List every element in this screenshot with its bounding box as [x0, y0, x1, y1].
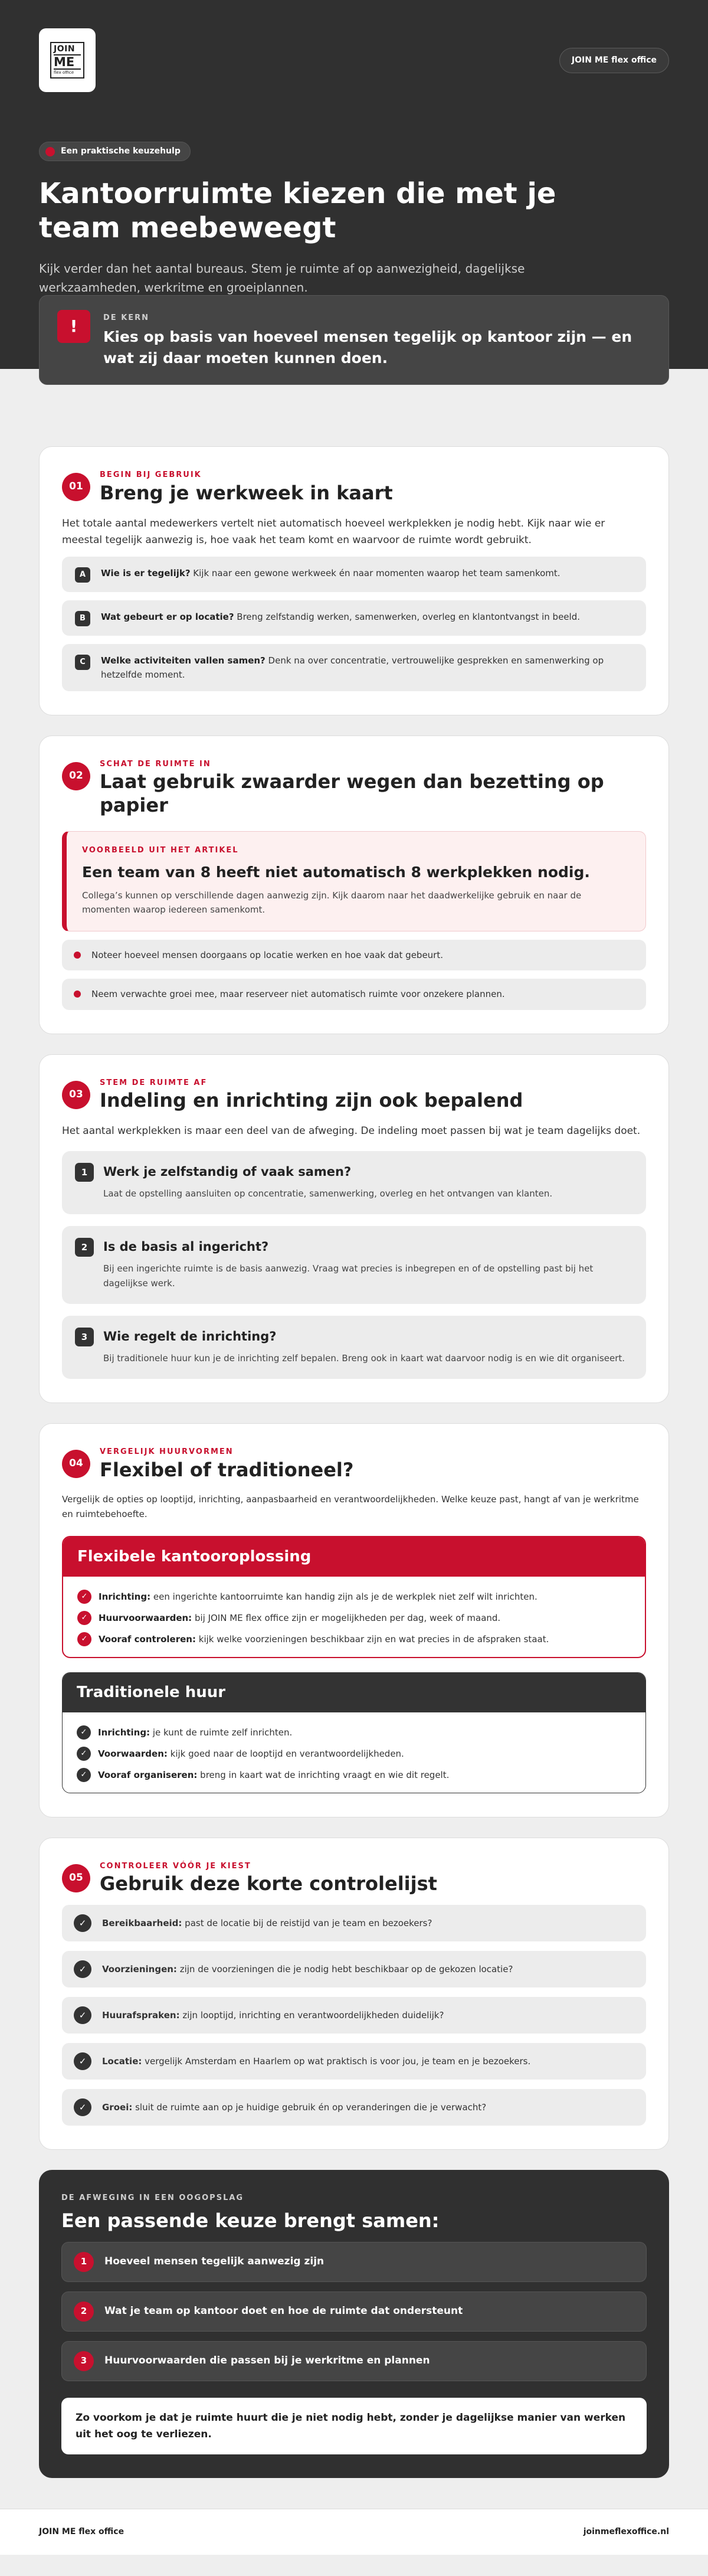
check-icon: ✓ [74, 2052, 91, 2070]
summary-conclusion: Zo voorkom je dat je ruimte huurt die je niet nodig hebt, zonder je dagelijkse manier van werken uit het oog te verliezen. [61, 2398, 647, 2454]
option-traditional [62, 1672, 646, 1793]
bullet-row [62, 940, 646, 971]
logo-line-3: flex office [54, 70, 74, 75]
section-gebruik [39, 735, 669, 1034]
option-title: Traditionele huur [63, 1673, 645, 1712]
check-icon: ✓ [77, 1747, 91, 1761]
step-number: 1 [75, 1163, 94, 1182]
step-header [75, 1238, 633, 1257]
page-subtitle: Kijk verder dan het aantal bureaus. Stem je ruimte af op aanwezigheid, dagelijkse werkzaamheden, werkritme en groeiplannen. [39, 261, 525, 295]
step-card [62, 1151, 646, 1214]
question-bold: Wat gebeurt er op locatie? [101, 611, 234, 622]
option-item [77, 1725, 631, 1740]
checklist-body: zijn de voorzieningen die je nodig hebt beschikbaar op de gekozen locatie? [176, 1963, 513, 1975]
summary-kicker: DE AFWEGING IN EEN OOGOPSLAG [61, 2193, 244, 2202]
option-item [77, 1590, 631, 1604]
question-text [101, 610, 580, 624]
brand-link[interactable]: JOIN ME flex office [559, 48, 669, 73]
checklist-text [102, 2055, 530, 2068]
option-item-text [98, 1725, 292, 1740]
hero [0, 0, 708, 369]
option-item-text [99, 1632, 549, 1646]
section-header [62, 759, 646, 818]
callout-kicker: VOORBEELD UIT HET ARTIKEL [82, 846, 239, 855]
bullet-text: Noteer hoeveel mensen doorgaans op locatie werken en hoe vaak dat gebeurt. [91, 949, 443, 960]
question-row [62, 644, 646, 691]
bullet-dot-icon [74, 990, 81, 998]
section-werkweek [39, 446, 669, 715]
checklist-text [102, 2009, 444, 2022]
checklist-text [102, 2101, 486, 2114]
checklist-item [62, 1997, 646, 2034]
section-header [62, 469, 646, 505]
option-item [77, 1632, 631, 1646]
step-title: Werk je zelfstandig of vaak samen? [103, 1165, 352, 1179]
option-item-bold: Vooraf controleren: [99, 1633, 196, 1645]
option-item-text [99, 1611, 500, 1625]
section-header [62, 1446, 646, 1482]
section-number-badge: 04 [62, 1450, 90, 1478]
summary-text: Huurvoorwaarden die passen bij je werkritme en plannen [104, 2354, 430, 2366]
option-item-text [98, 1747, 404, 1761]
option-item [77, 1747, 631, 1761]
checklist-item [62, 1905, 646, 1941]
letter-badge: A [75, 567, 90, 583]
checklist-text [102, 1963, 513, 1976]
hero-top-bar [39, 28, 669, 92]
summary-item [61, 2291, 647, 2332]
check-icon: ✓ [77, 1768, 91, 1782]
option-item [77, 1611, 631, 1625]
option-flexible [62, 1536, 646, 1658]
step-title: Wie regelt de inrichting? [103, 1329, 277, 1344]
option-item-body: kijk welke voorzieningen beschikbaar zijn en wat precies in de afspraken staat. [195, 1633, 549, 1645]
checklist-body: sluit de ruimte aan op je huidige gebruik én op veranderingen die je verwacht? [132, 2101, 487, 2113]
option-item-bold: Huurvoorwaarden: [99, 1612, 192, 1623]
summary-number: 3 [74, 2351, 94, 2371]
summary-item [61, 2341, 647, 2381]
section-intro: Het totale aantal medewerkers vertelt niet automatisch hoeveel werkplekken je nodig hebt. Kijk naar wie er meestal tegelijk aanwezig is, hoe vaak het team komt en waarvoor de ruimte wordt gebruikt. [62, 517, 605, 546]
section-kicker: BEGIN BIJ GEBRUIK [100, 470, 202, 479]
checklist-body: vergelijk Amsterdam en Haarlem op wat praktisch is voor jou, je team en je bezoekers. [142, 2055, 531, 2067]
step-text: Bij een ingerichte ruimte is de basis aanwezig. Vraag wat precies is inbegrepen en of de opstelling past bij het dagelijkse werk. [103, 1263, 594, 1289]
checklist-bold: Locatie: [102, 2055, 142, 2067]
checklist-text [102, 1917, 432, 1930]
summary-number: 1 [74, 2252, 94, 2272]
checklist-bold: Voorzieningen: [102, 1963, 177, 1975]
step-card [62, 1316, 646, 1379]
step-card [62, 1226, 646, 1304]
section-header [62, 1077, 646, 1113]
question-body: Denk na over concentratie, vertrouwelijke gesprekken en samenwerking op hetzelfde moment. [101, 655, 604, 680]
letter-badge: B [75, 611, 90, 626]
section-title: Gebruik deze korte controlelijst [100, 1872, 437, 1895]
page-title: Kantoorruimte kiezen die met je team meebeweegt [39, 177, 556, 244]
callout-title: Een team van 8 heeft niet automatisch 8 werkplekken nodig. [82, 863, 590, 881]
section-title: Breng je werkweek in kaart [100, 481, 393, 504]
question-text [101, 566, 560, 580]
section-kicker: VERGELIJK HUURVORMEN [100, 1447, 234, 1456]
step-header [75, 1328, 633, 1346]
letter-badge: C [75, 655, 90, 670]
step-text: Bij traditionele huur kun je de inrichting zelf bepalen. Breng ook in kaart wat daarvoor nodig is en wie dit organiseert. [103, 1353, 625, 1364]
checklist-bold: Huurafspraken: [102, 2009, 180, 2021]
bullet-dot-icon [74, 952, 81, 959]
check-icon: ✓ [77, 1590, 91, 1604]
step-title: Is de basis al ingericht? [103, 1240, 269, 1254]
option-item-bold: Inrichting: [99, 1591, 151, 1602]
summary-item [61, 2242, 647, 2282]
logo-mark [50, 42, 84, 79]
section-intro: Het aantal werkplekken is maar een deel van de afweging. De indeling moet passen bij wat je team dagelijks doet. [62, 1125, 641, 1137]
callout-text: Collega’s kunnen op verschillende dagen aanwezig zijn. Kijk daarom naar het daadwerkelijke gebruik en naar de momenten waarop iedereen samenkomt. [82, 890, 582, 915]
section-indeling [39, 1054, 669, 1404]
option-item-bold: Voorwaarden: [98, 1748, 168, 1759]
question-bold: Wie is er tegelijk? [101, 567, 191, 578]
summary-text: Hoeveel mensen tegelijk aanwezig zijn [104, 2255, 324, 2267]
example-callout [62, 831, 646, 931]
option-item-body: een ingerichte kantoorruimte kan handig zijn als je de werkplek niet zelf wilt inrichten. [150, 1591, 537, 1602]
summary-title: Een passende keuze brengt samen: [61, 2209, 440, 2232]
option-item-text [98, 1768, 449, 1782]
footer-brand: JOIN ME flex office [39, 2526, 124, 2536]
question-bold: Welke activiteiten vallen samen? [101, 655, 266, 666]
section-title: Flexibel of traditioneel? [100, 1458, 354, 1481]
check-icon: ✓ [77, 1725, 91, 1740]
bullet-row [62, 979, 646, 1010]
section-kicker: SCHAT DE RUIMTE IN [100, 759, 211, 769]
checklist-item [62, 2043, 646, 2080]
hero-tag-label: Een praktische keuzehulp [61, 146, 181, 156]
summary-number: 2 [74, 2302, 94, 2322]
section-title: Indeling en inrichting zijn ook bepalend [100, 1089, 523, 1112]
section-header [62, 1861, 646, 1896]
option-item-body: breng in kaart wat de inrichting vraagt en wie dit regelt. [197, 1769, 450, 1780]
logo[interactable] [39, 28, 96, 92]
step-number: 2 [75, 1238, 94, 1257]
section-intro: Vergelijk de opties op looptijd, inrichting, aanpasbaarheid en verantwoordelijkheden. Welke keuze past, hangt af van je werkritme en ruimtebehoefte. [62, 1493, 639, 1519]
option-item-body: kijk goed naar de looptijd en verantwoordelijkheden. [167, 1748, 404, 1759]
checklist-body: zijn looptijd, inrichting en verantwoordelijkheden duidelijk? [179, 2009, 444, 2021]
check-icon: ✓ [74, 1960, 91, 1978]
check-icon: ✓ [74, 2006, 91, 2024]
footer [0, 2509, 708, 2555]
checklist-bold: Bereikbaarheid: [102, 1917, 182, 1928]
step-text: Laat de opstelling aansluiten op concentratie, samenwerking, overleg en het ontvangen van klanten. [103, 1188, 553, 1199]
check-icon: ✓ [74, 1914, 91, 1932]
option-item-bold: Inrichting: [98, 1727, 150, 1738]
checklist-item [62, 1951, 646, 1987]
logo-line-2: ME [54, 54, 81, 70]
option-item-body: je kunt de ruimte zelf inrichten. [150, 1727, 293, 1738]
question-body: Breng zelfstandig werken, samenwerken, overleg en klantontvangst in beeld. [234, 611, 580, 622]
check-icon: ✓ [77, 1632, 91, 1646]
question-text [101, 653, 633, 682]
red-dot-icon [45, 147, 55, 156]
check-icon: ✓ [77, 1611, 91, 1625]
section-number-badge: 05 [62, 1864, 90, 1892]
summary-text: Wat je team op kantoor doet en hoe de ruimte dat ondersteunt [104, 2304, 463, 2317]
step-number: 3 [75, 1328, 94, 1346]
option-item-bold: Vooraf organiseren: [98, 1769, 198, 1780]
question-row [62, 600, 646, 636]
question-body: Kijk naar een gewone werkweek én naar momenten waarop het team samenkomt. [190, 567, 560, 578]
option-item [77, 1768, 631, 1782]
key-message-kicker: DE KERN [103, 313, 150, 322]
summary-card [39, 2170, 669, 2478]
section-number-badge: 02 [62, 762, 90, 790]
section-number-badge: 03 [62, 1081, 90, 1109]
check-icon: ✓ [74, 2098, 91, 2116]
checklist-item [62, 2089, 646, 2126]
bullet-text: Neem verwachte groei mee, maar reserveer niet automatisch ruimte voor onzekere plannen. [91, 989, 505, 999]
option-body [63, 1577, 645, 1657]
section-number-badge: 01 [62, 473, 90, 501]
section-title: Laat gebruik zwaarder wegen dan bezetting op papier [100, 770, 604, 816]
main-content [0, 369, 708, 2478]
key-message-card [39, 295, 669, 385]
option-item-body: bij JOIN ME flex office zijn er mogelijkheden per dag, week of maand. [192, 1612, 501, 1623]
section-huurvormen [39, 1423, 669, 1817]
key-message-text: Kies op basis van hoeveel mensen tegelijk op kantoor zijn — en wat zij daar moeten kunnen doen. [103, 328, 632, 367]
checklist-body: past de locatie bij de reistijd van je team en bezoekers? [182, 1917, 432, 1928]
option-title: Flexibele kantooroplossing [63, 1537, 645, 1577]
section-kicker: CONTROLEER VÓÓR JE KIEST [100, 1861, 251, 1871]
section-kicker: STEM DE RUIMTE AF [100, 1078, 208, 1087]
hero-tag [39, 142, 191, 161]
checklist-bold: Groei: [102, 2101, 133, 2113]
exclamation-icon: ! [57, 310, 90, 343]
section-controlelijst [39, 1838, 669, 2150]
key-message-content [103, 310, 651, 370]
option-body [63, 1712, 645, 1793]
question-row [62, 557, 646, 592]
logo-line-1: JOIN [54, 44, 76, 54]
footer-website-link[interactable]: joinmeflexoffice.nl [583, 2526, 669, 2536]
option-item-text [99, 1590, 537, 1604]
step-header [75, 1163, 633, 1182]
